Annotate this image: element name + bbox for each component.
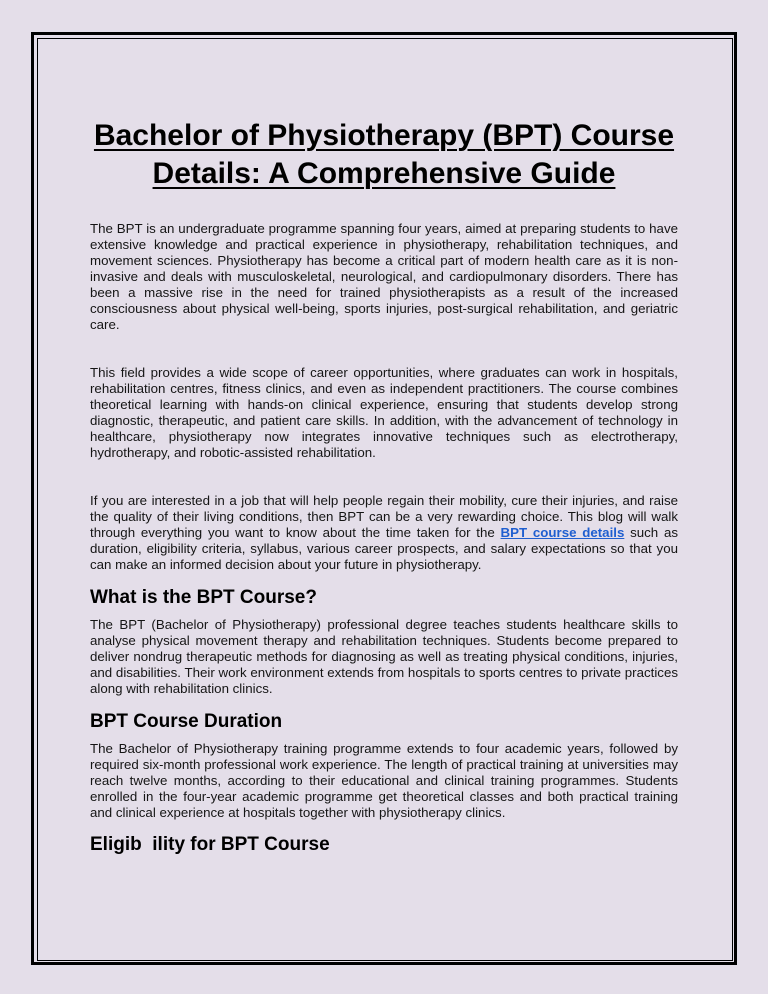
bpt-course-details-link[interactable]: BPT course details — [500, 525, 625, 540]
section-heading-duration: BPT Course Duration — [90, 711, 283, 732]
intro-paragraph-1: The BPT is an undergraduate programme spanning four years, aimed at preparing students to have extensive knowledge and practical experience in physiotherapy, rehabilitation techniques, and movement sciences. Physiotherapy has become a critical part of modern health care as it is non-invasive and deals with musculoskeletal, neurological, and cardiopulmonary disorders. There has been a massive rise in the need for trained physiotherapists as a result of the increased consciousness about physical well-being, sports injuries, post-surgical rehabilitation, and geriatric care. — [90, 221, 678, 332]
document-title: Bachelor of Physiotherapy (BPT) Course Details: A Comprehensive Guide — [93, 119, 675, 190]
section-heading-what-is-bpt: What is the BPT Course? — [90, 587, 317, 608]
intro-paragraph-2: This field provides a wide scope of career opportunities, where graduates can work in hospitals, rehabilitation centres, fitness clinics, and even as independent practitioners. The course combines theoretical learning with hands-on clinical experience, ensuring that students develop strong diagnostic, therapeutic, and patient care skills. In addition, with the advancement of technology in healthcare, physiotherapy now integrates innovative techniques such as electrotherapy, hydrotherapy, and robotic-assisted rehabilitation. — [90, 365, 678, 460]
section-body-what-is-bpt: The BPT (Bachelor of Physiotherapy) professional degree teaches students healthcare skills to analyse physical movement therapy and rehabilitation techniques. Students become prepared to deliver nondrug therapeutic methods for diagnosing as well as treating physical conditions, injuries, and disabilities. Their work environment extends from hospitals to sports centres to private practices along with rehabilitation clinics. — [90, 617, 678, 696]
intro-paragraph-3-start: If you are interested in a job that will help people regain their mobility, cure their injuries, and raise the quality of their living conditions, then BPT can be a very rewarding choice. This blog will walk through everything you want to know about the time taken for the — [90, 493, 678, 540]
document-body — [90, 117, 678, 857]
section-body-duration: The Bachelor of Physiotherapy training programme extends to four academic years, followed by required six-month professional work experience. The length of practical training at universities may reach twelve months, according to their educational and clinical training programmes. Students enrolled in the four-year academic programme get theoretical classes and both practical training and clinical experience at hospitals together with physiotherapy clinics. — [90, 741, 678, 820]
intro-paragraph-3-end: such as duration, eligibility criteria, syllabus, various career prospects, and salary expectations so that you can make an informed decision about your future in physiotherapy. — [90, 525, 678, 572]
intro-paragraph-3 — [90, 493, 678, 573]
section-heading-eligibility: Eligib ility for BPT Course — [90, 834, 330, 855]
